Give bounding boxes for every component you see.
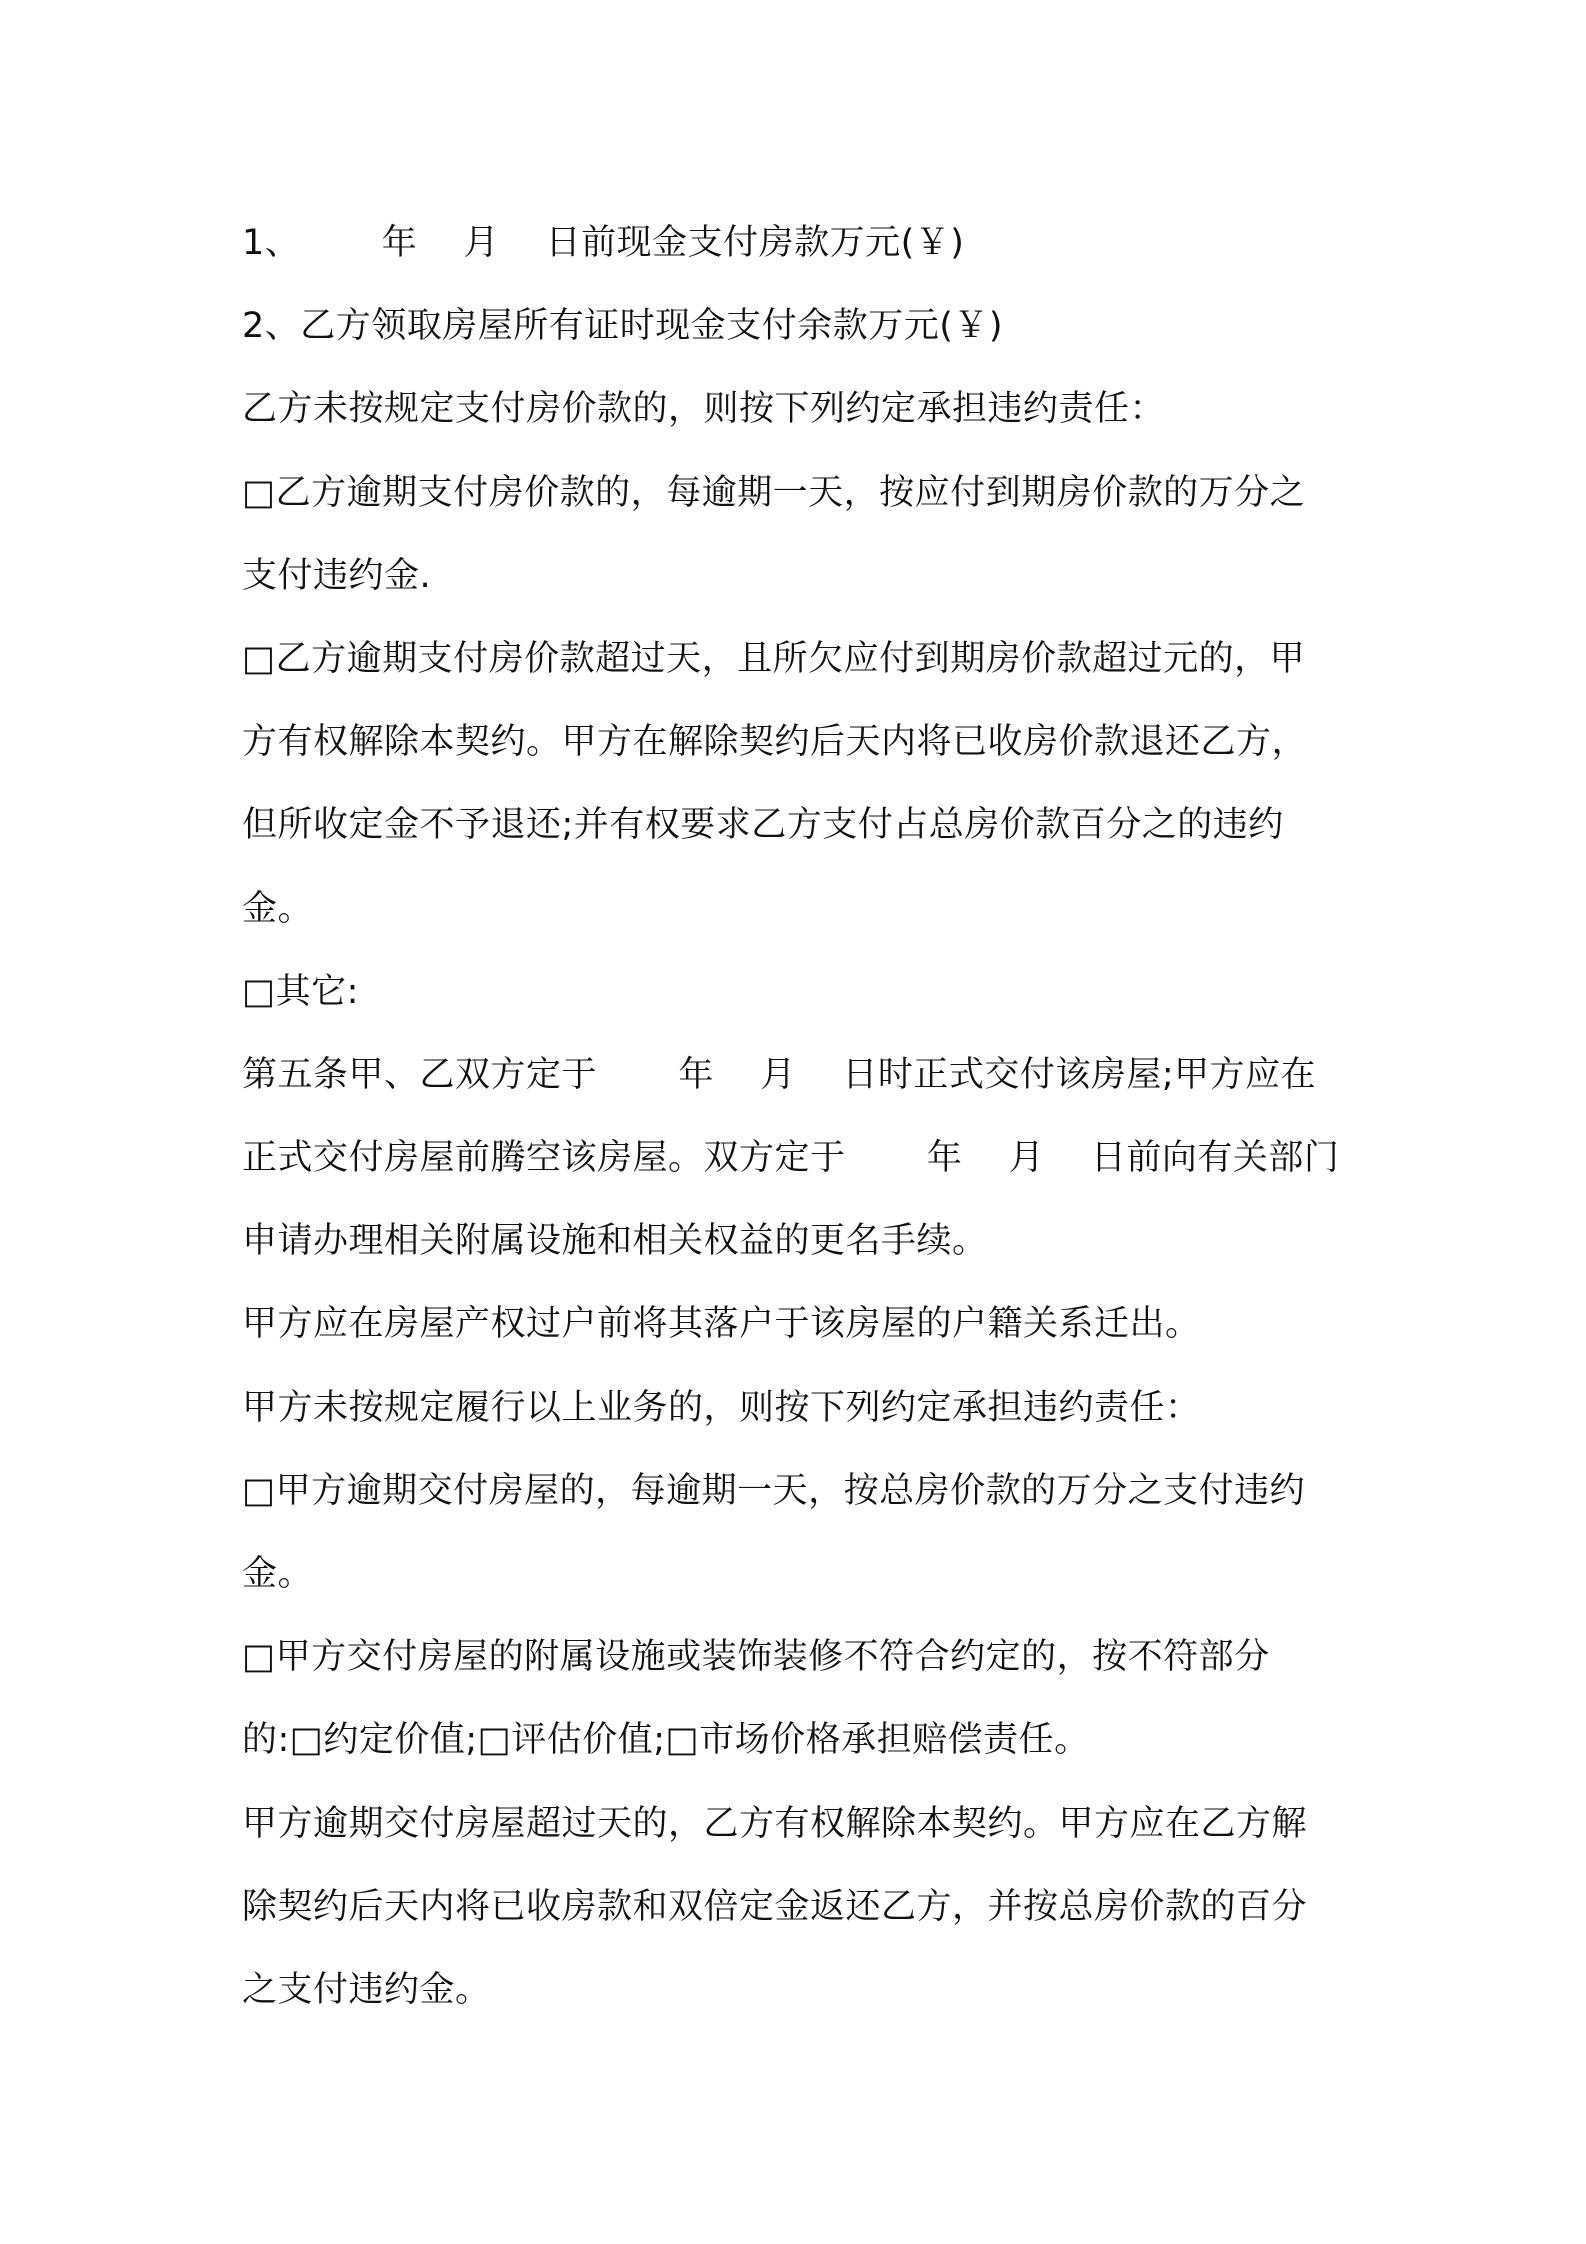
text-line-2: 2、乙方领取房屋所有证时现金支付余款万元(￥) [242,306,1004,347]
text-line-16: □甲方逾期交付房屋的，每逾期一天，按总房价款的万分之支付违约 [242,1470,1306,1511]
text-line-14: 甲方应在房屋产权过户前将其落户于该房屋的户籍关系迁出。 [242,1304,1201,1345]
text-line-17: 金。 [242,1554,314,1594]
text-line-18: □甲方交付房屋的附属设施或装饰装修不符合约定的，按不符部分 [242,1637,1270,1678]
text-line-22: 之支付违约金。 [242,1969,491,2010]
text-line-13: 申请办理相关附属设施和相关权益的更名手续。 [242,1221,988,1262]
text-line-3: 乙方未按规定支付房价款的，则按下列约定承担违约责任： [242,389,1166,430]
text-line-1: 1、 年 月 日前现金支付房款万元(￥) [242,223,965,263]
text-line-15: 甲方未按规定履行以上业务的，则按下列约定承担违约责任： [242,1387,1201,1428]
text-line-11: 第五条甲、乙双方定于 年 月 日时正式交付该房屋;甲方应在 [242,1054,1317,1095]
text-line-4: □乙方逾期支付房价款的，每逾期一天，按应付到期房价款的万分之 [242,472,1306,513]
text-line-9: 金。 [242,888,314,929]
text-line-8: 但所收定金不予退还;并有权要求乙方支付占总房价款百分之的违约 [242,805,1284,846]
text-line-20: 甲方逾期交付房屋超过天的，乙方有权解除本契约。甲方应在乙方解 [242,1803,1308,1844]
text-line-12: 正式交付房屋前腾空该房屋。双方定于 年 月 日前向有关部门 [242,1138,1340,1179]
text-line-21: 除契约后天内将已收房款和双倍定金返还乙方，并按总房价款的百分 [242,1886,1308,1927]
text-line-10: □其它: [242,971,359,1012]
document-body [242,202,1362,2032]
text-line-6: □乙方逾期支付房价款超过天，且所欠应付到期房价款超过元的，甲 [242,638,1306,679]
text-line-7: 方有权解除本契约。甲方在解除契约后天内将已收房价款退还乙方， [242,722,1308,763]
text-line-19: 的:□约定价值;□评估价值;□市场价格承担赔偿责任。 [242,1720,1090,1761]
text-line-5: 支付违约金. [242,555,432,596]
